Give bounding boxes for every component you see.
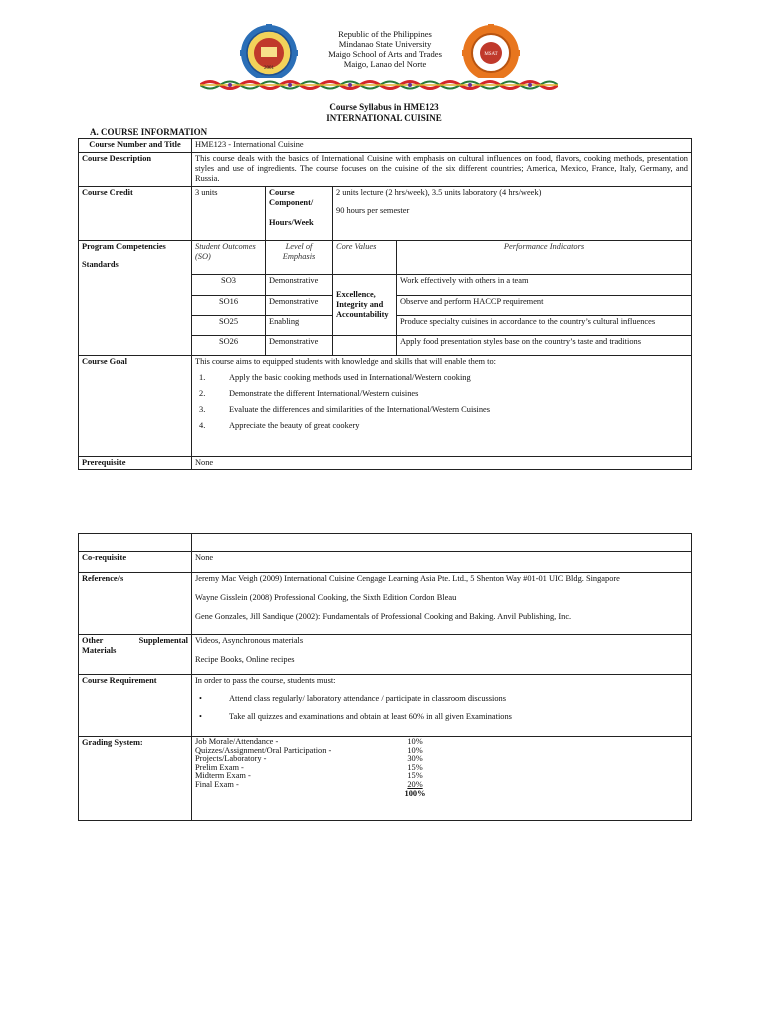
grade-row	[195, 790, 688, 799]
other-materials-label	[79, 635, 192, 675]
course-requirement-value	[192, 675, 692, 737]
course-component-label-1: Course Component/	[269, 188, 314, 207]
table-row	[79, 153, 692, 187]
level-cell: Demonstrative	[266, 336, 333, 356]
grade-row	[195, 764, 688, 773]
reference-item: Jeremy Mac Veigh (2009) International Cuisine Cengage Learning Asia Pte. Ltd., 5 Shenton Way #01-01 UIC Bldg. Singapore	[195, 574, 620, 583]
course-component-value	[333, 187, 692, 241]
so-cell: SO16	[192, 296, 266, 316]
course-component-label	[266, 187, 333, 241]
course-component-label-2: Hours/Week	[269, 218, 314, 227]
grade-pct: 10%	[407, 737, 423, 746]
so-cell: SO3	[192, 275, 266, 296]
goal-number: 1.	[199, 373, 206, 382]
goal-text: Evaluate the differences and similarities of the International/Western Cuisines	[229, 405, 491, 414]
requirement-intro: In order to pass the course, students must:	[195, 676, 336, 685]
goal-text: Apply the basic cooking methods used in International/Western cooking	[229, 373, 471, 382]
pi-cell: Produce specialty cuisines in accordance to the country’s cultural influences	[397, 316, 692, 336]
grade-total: 100%	[404, 788, 426, 798]
header-line-1: Republic of the Philippines	[338, 29, 432, 39]
level-header: Level of Emphasis	[266, 241, 333, 275]
level-cell: Enabling	[266, 316, 333, 336]
list-item	[195, 373, 688, 383]
references-value	[192, 573, 692, 635]
grading-system-label: Grading System:	[79, 737, 192, 821]
empty-cell	[333, 336, 397, 356]
course-title: INTERNATIONAL CUISINE	[326, 113, 442, 123]
course-details-table	[78, 533, 692, 821]
table-row	[79, 552, 692, 573]
grade-item: Job Morale/Attendance -	[195, 737, 279, 746]
course-credit-label: Course Credit	[79, 187, 192, 241]
level-cell: Demonstrative	[266, 275, 333, 296]
bullet-icon: •	[199, 694, 202, 703]
bullet-icon: •	[199, 712, 202, 721]
other-materials-label-3: Materials	[82, 646, 117, 655]
course-number-value: HME123 - International Cuisine	[192, 139, 692, 153]
course-information-table	[78, 138, 692, 470]
table-row	[79, 635, 692, 675]
table-row	[79, 139, 692, 153]
reference-item: Gene Gonzales, Jill Sandique (2002): Fundamentals of Professional Cooking and Baking. Anvil Publishing, Inc.	[195, 612, 572, 621]
university-seal-left	[240, 24, 298, 82]
component-units: 2 units lecture (2 hrs/week), 3.5 units laboratory (4 hrs/week)	[336, 188, 542, 197]
goal-text: Appreciate the beauty of great cookery	[229, 421, 360, 430]
prerequisite-label: Prerequisite	[79, 457, 192, 470]
table-row	[79, 675, 692, 737]
component-hours: 90 hours per semester	[336, 206, 410, 215]
pi-cell: Observe and perform HACCP requirement	[397, 296, 692, 316]
list-item	[195, 389, 688, 399]
core-values-header: Core Values	[333, 241, 397, 275]
table-row	[79, 573, 692, 635]
seal-year: 2001	[264, 66, 274, 71]
pi-cell: Apply food presentation styles base on the country’s taste and traditions	[397, 336, 692, 356]
program-competencies-label-2: Standards	[82, 260, 119, 269]
grade-item: Midterm Exam -	[195, 771, 251, 781]
so-cell: SO25	[192, 316, 266, 336]
header-line-3: Maigo School of Arts and Trades	[328, 49, 442, 59]
grade-row	[195, 772, 688, 781]
list-item	[195, 405, 688, 415]
table-row	[79, 737, 692, 821]
program-competencies-label-1: Program Competencies	[82, 242, 166, 251]
grade-item: Final Exam -	[195, 779, 239, 789]
pi-cell: Work effectively with others in a team	[397, 275, 692, 296]
list-item	[195, 421, 688, 431]
so-header: Student Outcomes (SO)	[192, 241, 266, 275]
level-cell: Demonstrative	[266, 296, 333, 316]
section-heading: A. COURSE INFORMATION	[90, 127, 208, 137]
grade-pct: 15%	[407, 762, 423, 772]
grade-pct: 15%	[407, 771, 423, 781]
goal-number: 3.	[199, 405, 206, 414]
course-description-label: Course Description	[79, 153, 192, 187]
syllabus-title: Course Syllabus in HME123	[329, 102, 439, 112]
goal-text: Demonstrate the different International/Western cuisines	[229, 389, 419, 398]
corequisite-label: Co-requisite	[79, 552, 192, 573]
grade-item: Prelim Exam -	[195, 762, 244, 772]
list-item	[195, 712, 688, 722]
table-row	[79, 187, 692, 241]
prerequisite-value: None	[192, 457, 692, 470]
other-materials-label-1: Other	[82, 636, 104, 645]
header-line-2: Mindanao State University	[338, 39, 432, 49]
header-line-4: Maigo, Lanao del Norte	[343, 59, 427, 69]
course-description-value: This course deals with the basics of International Cuisine with emphasis on cultural influences on food, flavors, cooking methods, presentation styles and use of ingredients. The course focuses on the cuisine of the six different countries; America, Mexico, France, Italy, Germany, and Russia.	[192, 153, 692, 187]
material-item: Videos, Asynchronous materials	[195, 636, 304, 645]
grade-pct: 10%	[407, 745, 423, 755]
course-goal-label: Course Goal	[79, 356, 192, 457]
grading-system-value	[192, 737, 692, 821]
course-number-label: Course Number and Title	[79, 139, 192, 153]
core-values-cell: Excellence, Integrity and Accountability	[333, 275, 397, 336]
goal-intro: This course aims to equipped students with knowledge and skills that will enable them to:	[195, 357, 496, 366]
list-item	[195, 694, 688, 704]
school-seal-right	[462, 24, 520, 82]
institution-header	[300, 29, 470, 69]
material-item: Recipe Books, Online recipes	[195, 655, 295, 664]
course-credit-value: 3 units	[192, 187, 266, 241]
empty-cell	[79, 534, 192, 552]
grade-pct: 20%	[407, 779, 423, 789]
performance-indicators-header: Performance Indicators	[397, 241, 692, 275]
course-goal-value	[192, 356, 692, 457]
other-materials-value	[192, 635, 692, 675]
table-row	[79, 457, 692, 470]
empty-cell	[192, 534, 692, 552]
program-competencies-label	[79, 241, 192, 356]
requirement-text: Attend class regularly/ laboratory attendance / participate in classroom discussions	[229, 694, 506, 703]
grade-row	[195, 747, 688, 756]
decorative-okir-band	[200, 78, 558, 92]
table-row	[79, 356, 692, 457]
table-row	[79, 241, 692, 275]
grade-pct: 30%	[407, 754, 423, 764]
grade-row	[195, 755, 688, 764]
requirement-text: Take all quizzes and examinations and obtain at least 60% in all given Examinations	[229, 712, 512, 721]
grade-item: Quizzes/Assignment/Oral Participation -	[195, 745, 332, 755]
so-cell: SO26	[192, 336, 266, 356]
references-label: Reference/s	[79, 573, 192, 635]
goal-number: 4.	[199, 421, 206, 430]
other-materials-label-2: Supplemental	[138, 636, 188, 645]
goal-number: 2.	[199, 389, 206, 398]
table-row	[79, 534, 692, 552]
grade-row	[195, 781, 688, 790]
seal-text: MSAT	[484, 52, 498, 57]
corequisite-value: None	[192, 552, 692, 573]
grade-item: Projects/Laboratory -	[195, 754, 267, 764]
reference-item: Wayne Gisslein (2008) Professional Cooking, the Sixth Edition Cordon Bleau	[195, 593, 457, 602]
course-requirement-label: Course Requirement	[79, 675, 192, 737]
